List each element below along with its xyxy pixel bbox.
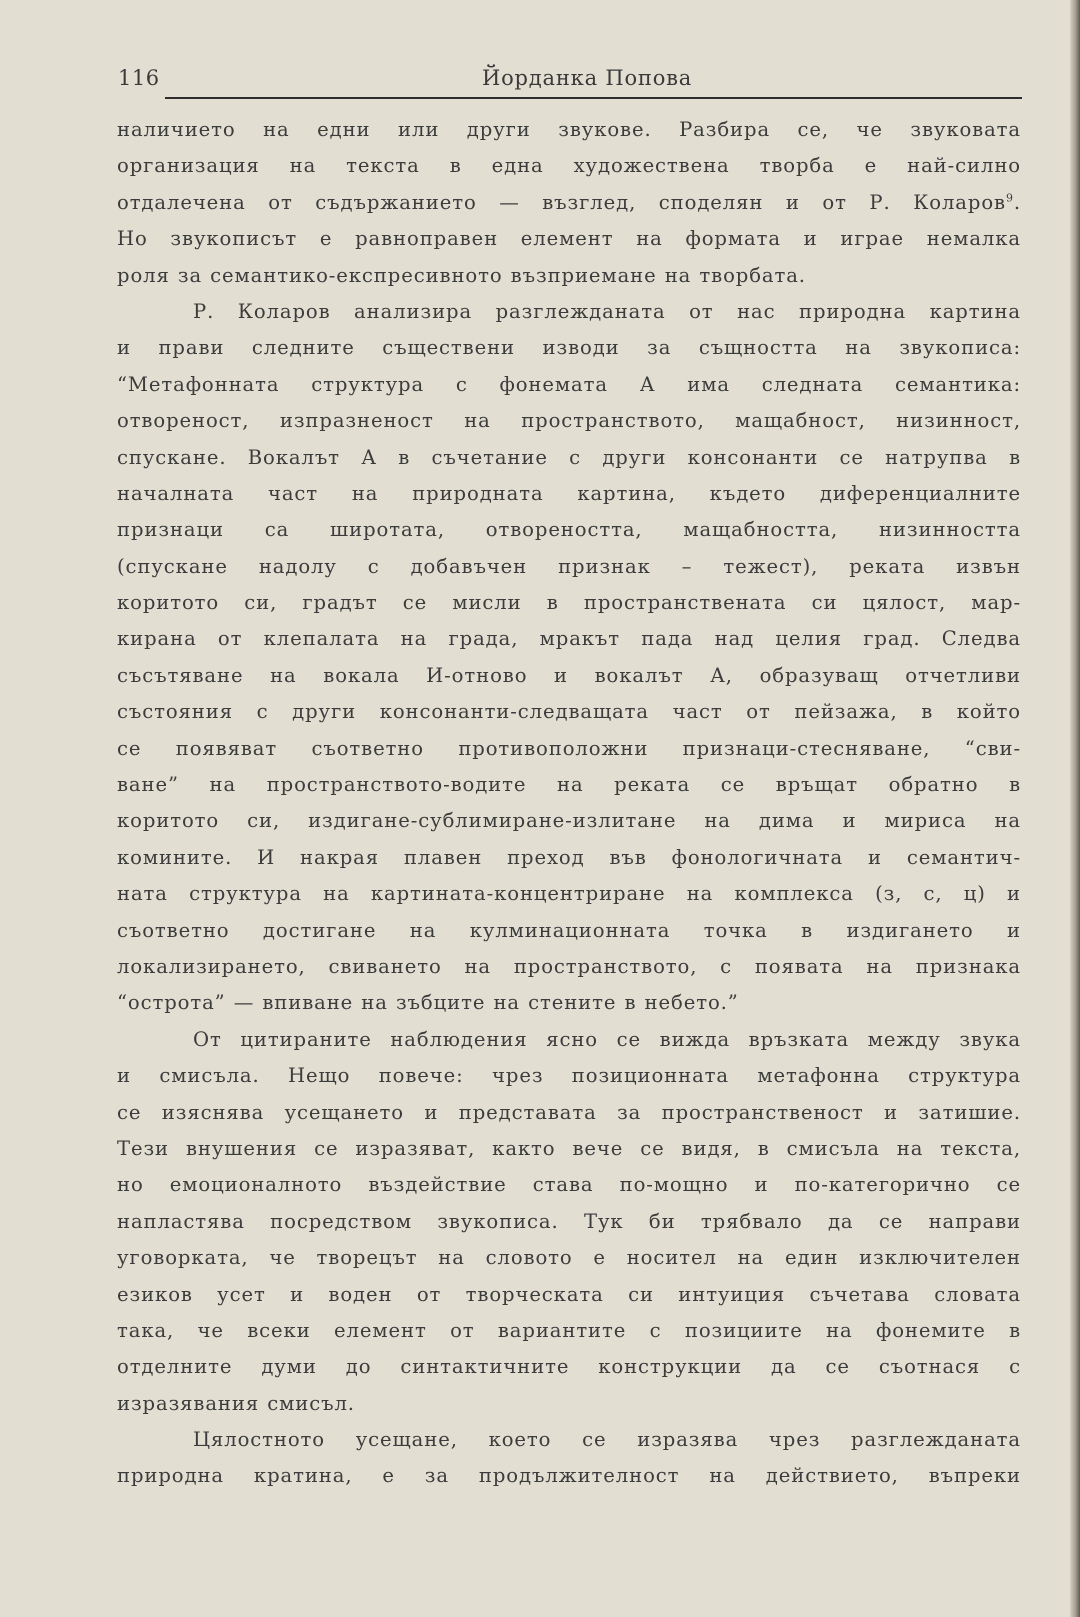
text-line: ване” на пространството-водите на реката се връщат обратно в — [117, 773, 1021, 797]
paragraph-start-line: Цялостното усещане, което се изразява чрез разглежданата — [193, 1428, 1021, 1452]
text-line: кирана от клепалата на града, мракът пада над целия град. Следва — [117, 627, 1021, 651]
text-line: спускане. Вокалът А в съчетание с други консонанти се натрупва в — [117, 445, 1021, 469]
paragraph-start-line: Р. Коларов анализира разглежданата от нас природна картина — [193, 299, 1021, 323]
text-line: отвореност, изпразненост на пространството, мащабност, низинност, — [117, 409, 1021, 433]
text-line: наличието на едни или други звукове. Разбира се, че звуковата — [117, 118, 1021, 141]
text-line-with-footnote: отдалечена от съдържанието — възглед, споделян и от Р. Коларов$^9$. — [117, 190, 1021, 214]
text-line: се появяват съответно противоположни признаци-стесняване, “сви- — [117, 736, 1021, 760]
text-line: природна кратина, е за продължителност на действието, въпреки — [117, 1464, 1021, 1488]
text-line: съсътяване на вокала И-отново и вокалът А, образуващ отчетливи — [117, 663, 1021, 687]
text-line: уговорката, че творецът на словото е носител на един изключителен — [117, 1246, 1021, 1270]
header-rule — [165, 97, 1022, 99]
body-text — [117, 112, 1021, 1495]
page-number: 116 — [118, 66, 160, 90]
text-line: и смисъла. Нещо повече: чрез позиционната метафонна структура — [117, 1064, 1021, 1088]
running-head-author: Йорданка Попова — [482, 66, 693, 90]
text-line: съответно достигане на кулминационната точка в издигането и — [117, 918, 1021, 942]
text-line: коритото си, градът се мисли в пространствената си цялост, мар- — [117, 591, 1021, 615]
text-line: но емоционалното въздействие става по-мощно и по-категорично се — [117, 1173, 1021, 1197]
text-line: “острота” — впиване на зъбците на стените в небето.” — [117, 991, 739, 1015]
text-line: изразявания смисъл. — [117, 1391, 355, 1415]
footnote-mark[interactable]: 9 — [1005, 191, 1014, 205]
text-line: роля за семантико-експресивното възприемане на творбата. — [117, 263, 806, 287]
text-line: езиков усет и воден от творческата си интуиция съчетава словата — [117, 1282, 1021, 1306]
text-line: така, че всеки елемент от вариантите с позициите на фонемите в — [117, 1318, 1021, 1342]
text-line: комините. И накрая плавен преход във фонологичната и семантич- — [117, 845, 1021, 869]
text-line: организация на текста в една художествена творба е най-силно — [117, 154, 1021, 178]
text-line: коритото си, издигане-сублимиране-излитане на дима и мириса на — [117, 809, 1021, 833]
text-line: локализирането, свиването на пространството, с появата на признака — [117, 954, 1021, 978]
text-line: (спускане надолу с добавъчен признак – тежест), реката извън — [117, 554, 1021, 578]
page-edge-shadow — [1070, 0, 1080, 1617]
text-line: и прави следните съществени изводи за същността на звукописа: — [117, 336, 1021, 360]
text-line-content: отдалечена от съдържанието — възглед, споделян и от Р. Коларов — [117, 190, 1006, 214]
text-line: състояния с други консонанти-следващата част от пейзажа, в който — [117, 700, 1021, 724]
text-line: отделните думи до синтактичните конструкции да се съотнася с — [117, 1355, 1021, 1379]
text-line: “Метафонната структура с фонемата А има следната семантика: — [117, 372, 1021, 396]
text-line: началната част на природната картина, където диференциалните — [117, 481, 1021, 505]
page-header — [118, 66, 1022, 98]
text-line: Тези внушения се изразяват, както вече се видя, в смисъла на текста, — [117, 1136, 1021, 1160]
text-line: признаци са широтата, отвореността, мащабността, низинността — [117, 518, 1021, 542]
text-line: се изяснява усещането и представата за пространственост и затишие. — [117, 1100, 1021, 1124]
text-line: Но звукописът е равноправен елемент на формата и играе немалка — [117, 227, 1021, 251]
paragraph-start-line: От цитираните наблюдения ясно се вижда връзката между звука — [193, 1027, 1021, 1051]
text-line: напластява посредством звукописа. Тук би трябвало да се направи — [117, 1209, 1021, 1233]
text-line: ната структура на картината-концентриране на комплекса (з, с, ц) и — [117, 882, 1021, 906]
